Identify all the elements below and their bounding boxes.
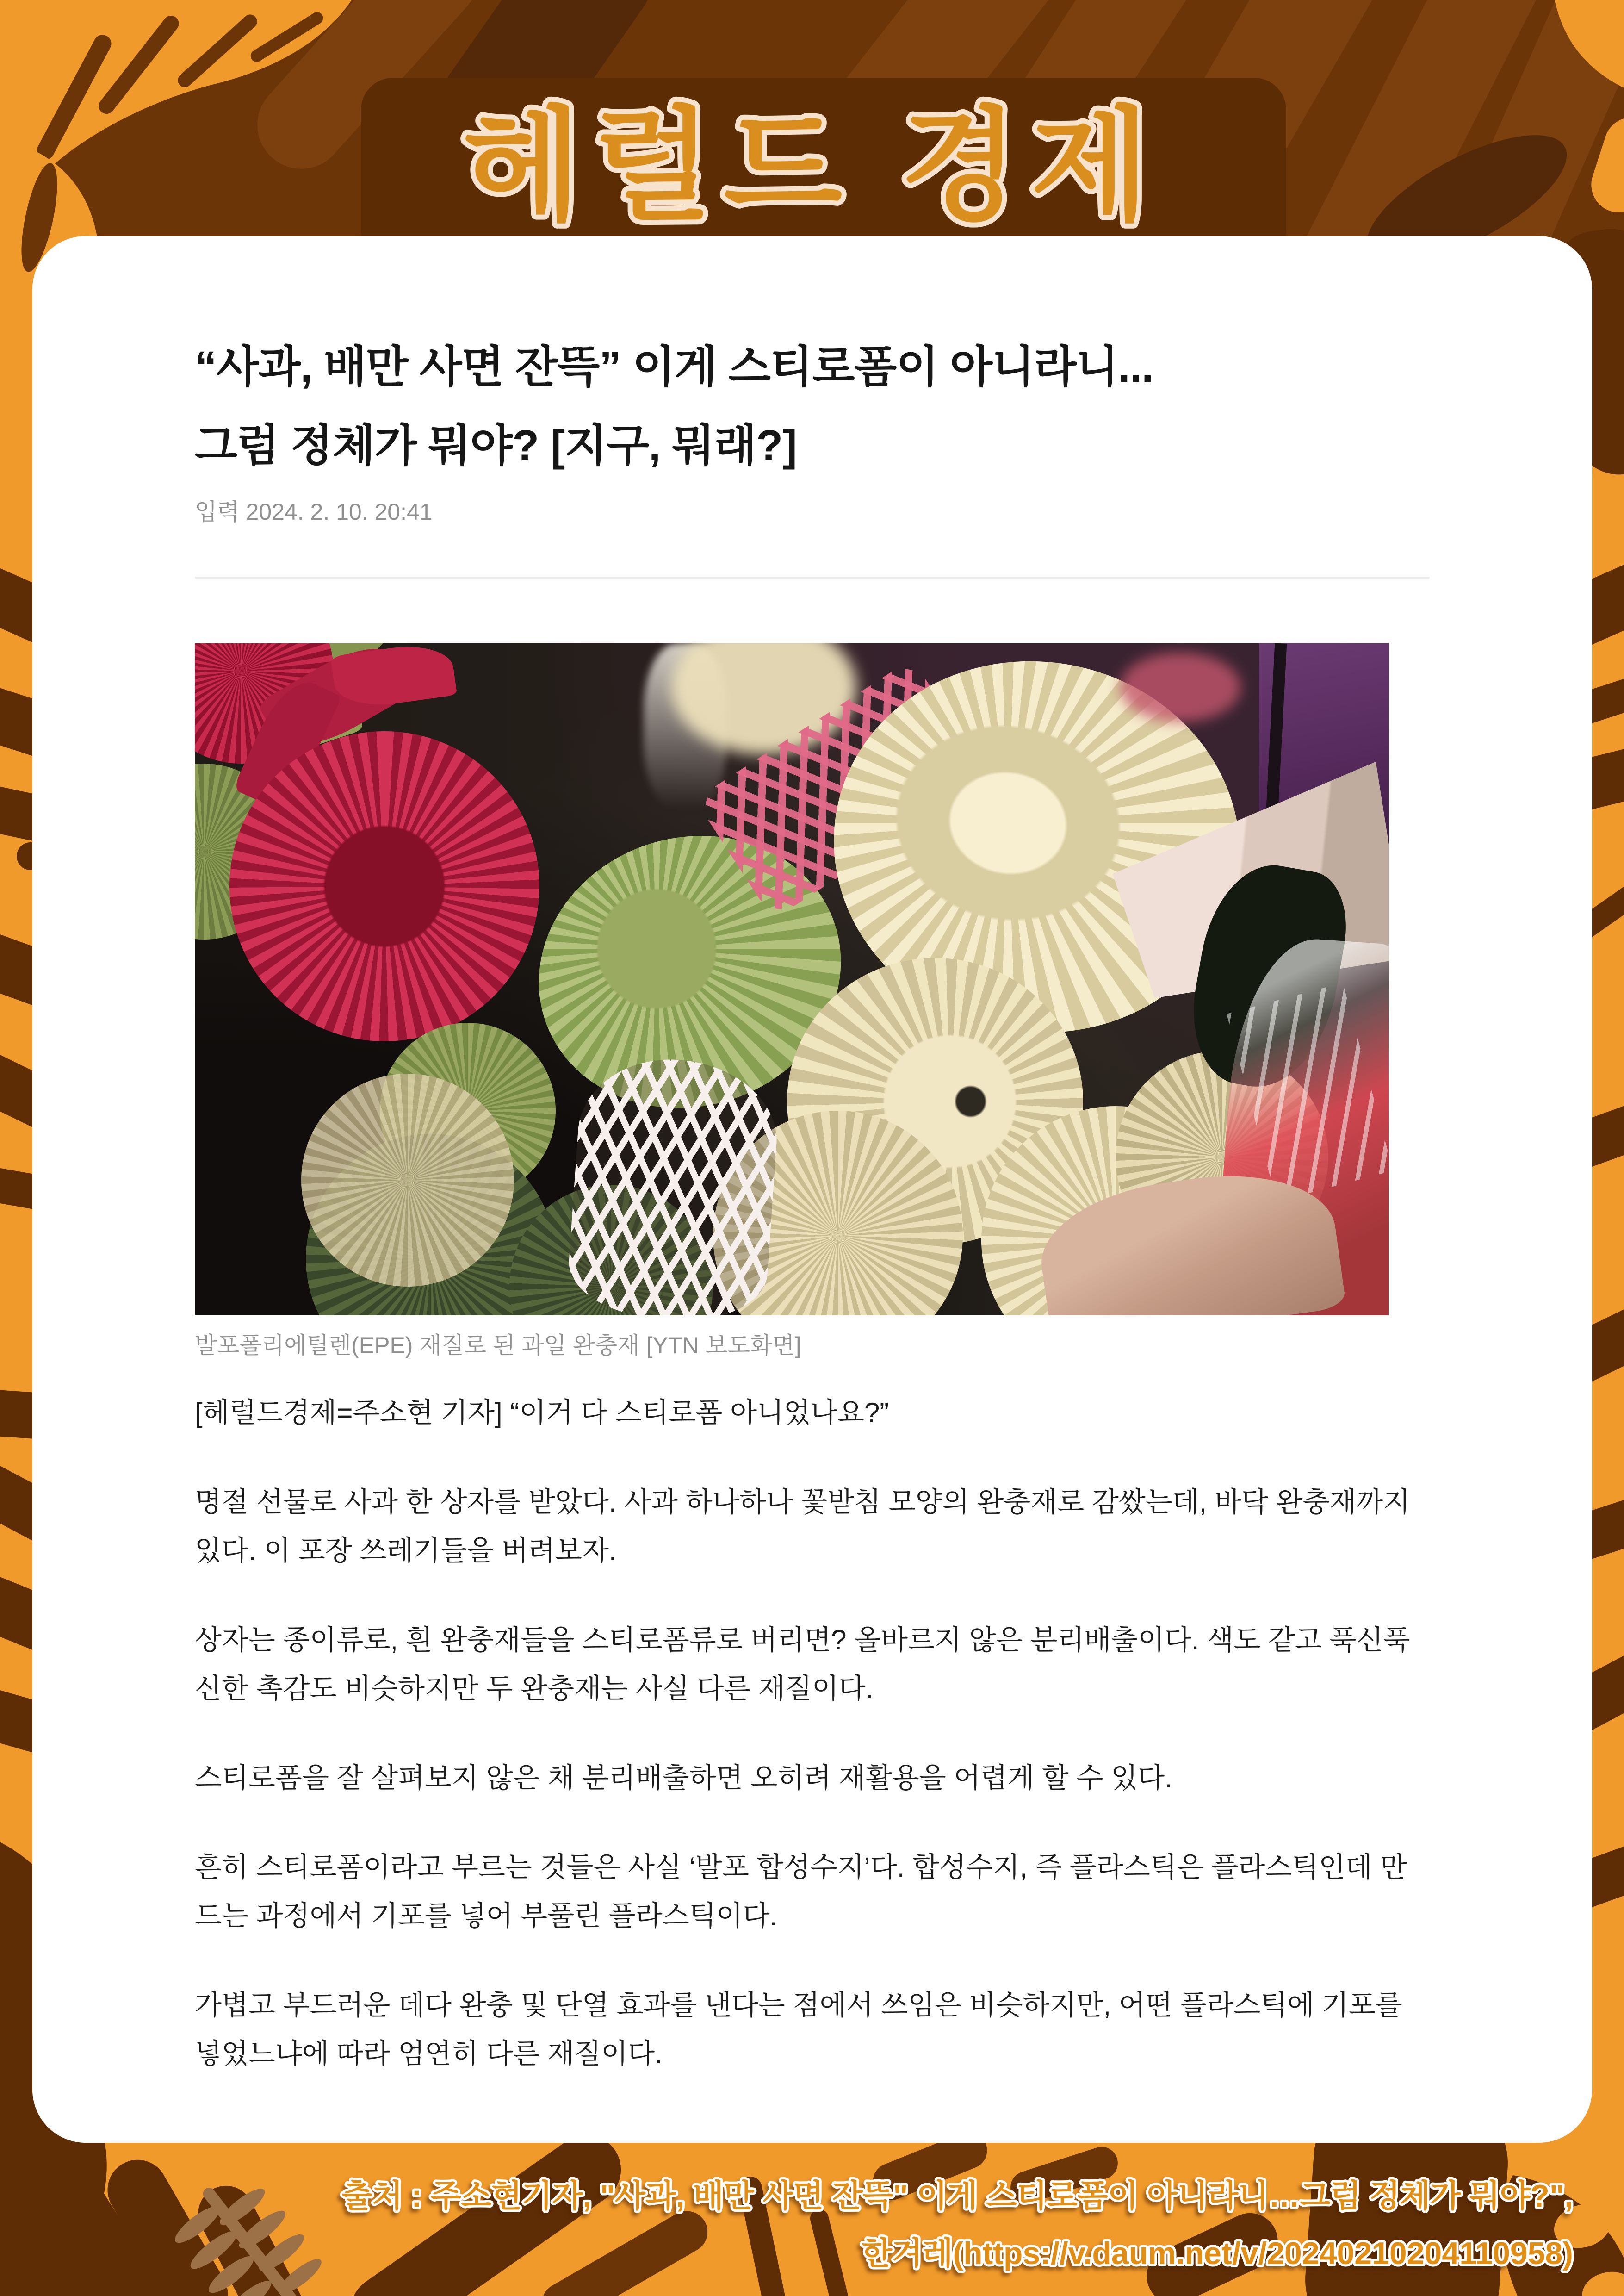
- red-blur-highlight: [1120, 653, 1240, 722]
- photo-caption: 발포폴리에틸렌(EPE) 재질로 된 과일 완충재 [YTN 보도화면]: [195, 1332, 801, 1358]
- white-mesh-net: [565, 1053, 782, 1315]
- article-paragraph: [헤럴드경제=주소현 기자] “이거 다 스티로폼 아니었나요?”: [195, 1397, 889, 1428]
- article-paragraph: 상자는 종이류로, 흰 완충재들을 스티로폼류로 버리면? 올바르지 않은 분리배출이다. 색도 같고 푹신푹신한 촉감도 비슷하지만 두 완충재는 사실 다른 재질이다.: [195, 1624, 1410, 1704]
- article-body: [195, 1388, 1430, 2078]
- article-title-line2: 그럼 정체가 뭐야? [지구, 뭐래?]: [195, 421, 797, 470]
- red-flower-cushion: [229, 731, 539, 1041]
- article-paragraph: 가볍고 부드러운 데다 완충 및 단열 효과를 낸다는 점에서 쓰임은 비슷하지만, 어떤 플라스틱에 기포를 넣었느냐에 따라 엄연히 다른 재질이다.: [195, 1990, 1402, 2069]
- divider: [195, 577, 1430, 579]
- article-paragraph: 명절 선물로 사과 한 상자를 받았다. 사과 하나하나 꽃받침 모양의 완충재로 감쌌는데, 바닥 완충재까지 있다. 이 포장 쓰레기들을 버려보자.: [195, 1487, 1410, 1566]
- source-credit-line2: 한겨레(https://v.daum.net/v/20240210204110958): [862, 2236, 1573, 2271]
- article-paragraph: 스티로폼을 잘 살펴보지 않은 채 분리배출하면 오히려 재활용을 어렵게 할 수 있다.: [195, 1762, 1172, 1793]
- article-card: [32, 236, 1592, 2143]
- article-photo: [195, 643, 1389, 1315]
- source-credit-line1: 출처 : 주소현기자, "사과, 배만 사면 잔뜩" 이게 스티로폼이 아니라니…그럼 정체가 뭐야?",: [341, 2178, 1573, 2214]
- article-title-line1: “사과, 배만 사면 잔뜩” 이게 스티로폼이 아니라니...: [195, 342, 1153, 392]
- cream-fringe: [301, 1074, 514, 1287]
- article-paragraph: 흔히 스티로폼이라고 부르는 것들은 사실 ‘발포 합성수지’다. 합성수지, 즉 플라스틱은 플라스틱인데 만드는 과정에서 기포를 넣어 부풀린 플라스틱이다.: [195, 1852, 1407, 1931]
- publish-date: 입력 2024. 2. 10. 20:41: [195, 499, 433, 525]
- article-title: [195, 328, 1430, 485]
- site-logo: 헤럴드 경제: [463, 98, 1161, 235]
